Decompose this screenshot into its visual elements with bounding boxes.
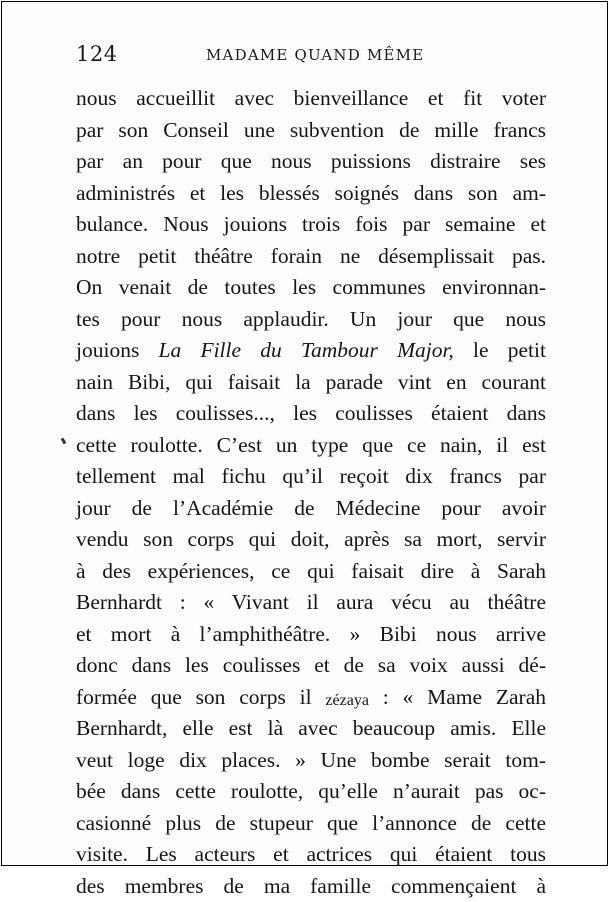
text-line: Bernhardt, elle est là avec beaucoup amis. Elle	[76, 713, 546, 745]
text-line: tellement mal fichu qu’il reçoit dix francs par	[76, 461, 546, 493]
text-line: bulance. Nous jouions trois fois par semaine et	[76, 209, 546, 241]
text-line: jour de l’Académie de Médecine pour avoir	[76, 493, 546, 525]
book-page	[1, 1, 608, 866]
text-line: donc dans les coulisses et de sa voix aussi dé-	[76, 650, 546, 682]
text-line: cette roulotte. C’est un type que ce nain, il est	[76, 430, 546, 462]
text-line: par an pour que nous puissions distraire ses	[76, 146, 546, 178]
text-fragment: le petit	[454, 338, 546, 362]
body-text	[76, 83, 546, 902]
text-line: vendu son corps qui doit, après sa mort, servir	[76, 524, 546, 556]
text-line: casionné plus de stupeur que l’annonce de cette	[76, 808, 546, 840]
page-number: 124	[76, 42, 118, 66]
text-line: à des expériences, ce qui faisait dire à Sarah	[76, 556, 546, 588]
text-line: tes pour nous applaudir. Un jour que nous	[76, 304, 546, 336]
text-line: nain Bibi, qui faisait la parade vint en courant	[76, 367, 546, 399]
text-line: dans les coulisses..., les coulisses étaient dans	[76, 398, 546, 430]
margin-mark	[61, 438, 67, 445]
text-line: bée dans cette roulotte, qu’elle n’aurait pas oc-	[76, 776, 546, 808]
play-title: La Fille du Tambour Major,	[159, 338, 454, 362]
page-header	[76, 42, 546, 68]
text-line: On venait de toutes les communes environnan-	[76, 272, 546, 304]
text-fragment: formée que son corps il	[76, 685, 325, 709]
text-line: administrés et les blessés soignés dans son am-	[76, 178, 546, 210]
text-line: Bernhardt : « Vivant il aura vécu au théâtre	[76, 587, 546, 619]
text-line-with-small-word	[76, 682, 546, 714]
text-line-with-title	[76, 335, 546, 367]
text-fragment: jouions	[76, 338, 159, 362]
text-fragment: : « Mame Zarah	[369, 685, 546, 709]
text-line: et mort à l’amphithéâtre. » Bibi nous arrive	[76, 619, 546, 651]
text-line: des membres de ma famille commençaient à	[76, 871, 546, 902]
text-line: par son Conseil une subvention de mille francs	[76, 115, 546, 147]
small-word: zézaya	[325, 692, 369, 709]
text-line: visite. Les acteurs et actrices qui étaient tous	[76, 839, 546, 871]
text-line: nous accueillit avec bienveillance et fit voter	[76, 83, 546, 115]
running-title: MADAME QUAND MÊME	[206, 46, 424, 64]
text-line: veut loge dix places. » Une bombe serait tom-	[76, 745, 546, 777]
text-line: notre petit théâtre forain ne désemplissait pas.	[76, 241, 546, 273]
